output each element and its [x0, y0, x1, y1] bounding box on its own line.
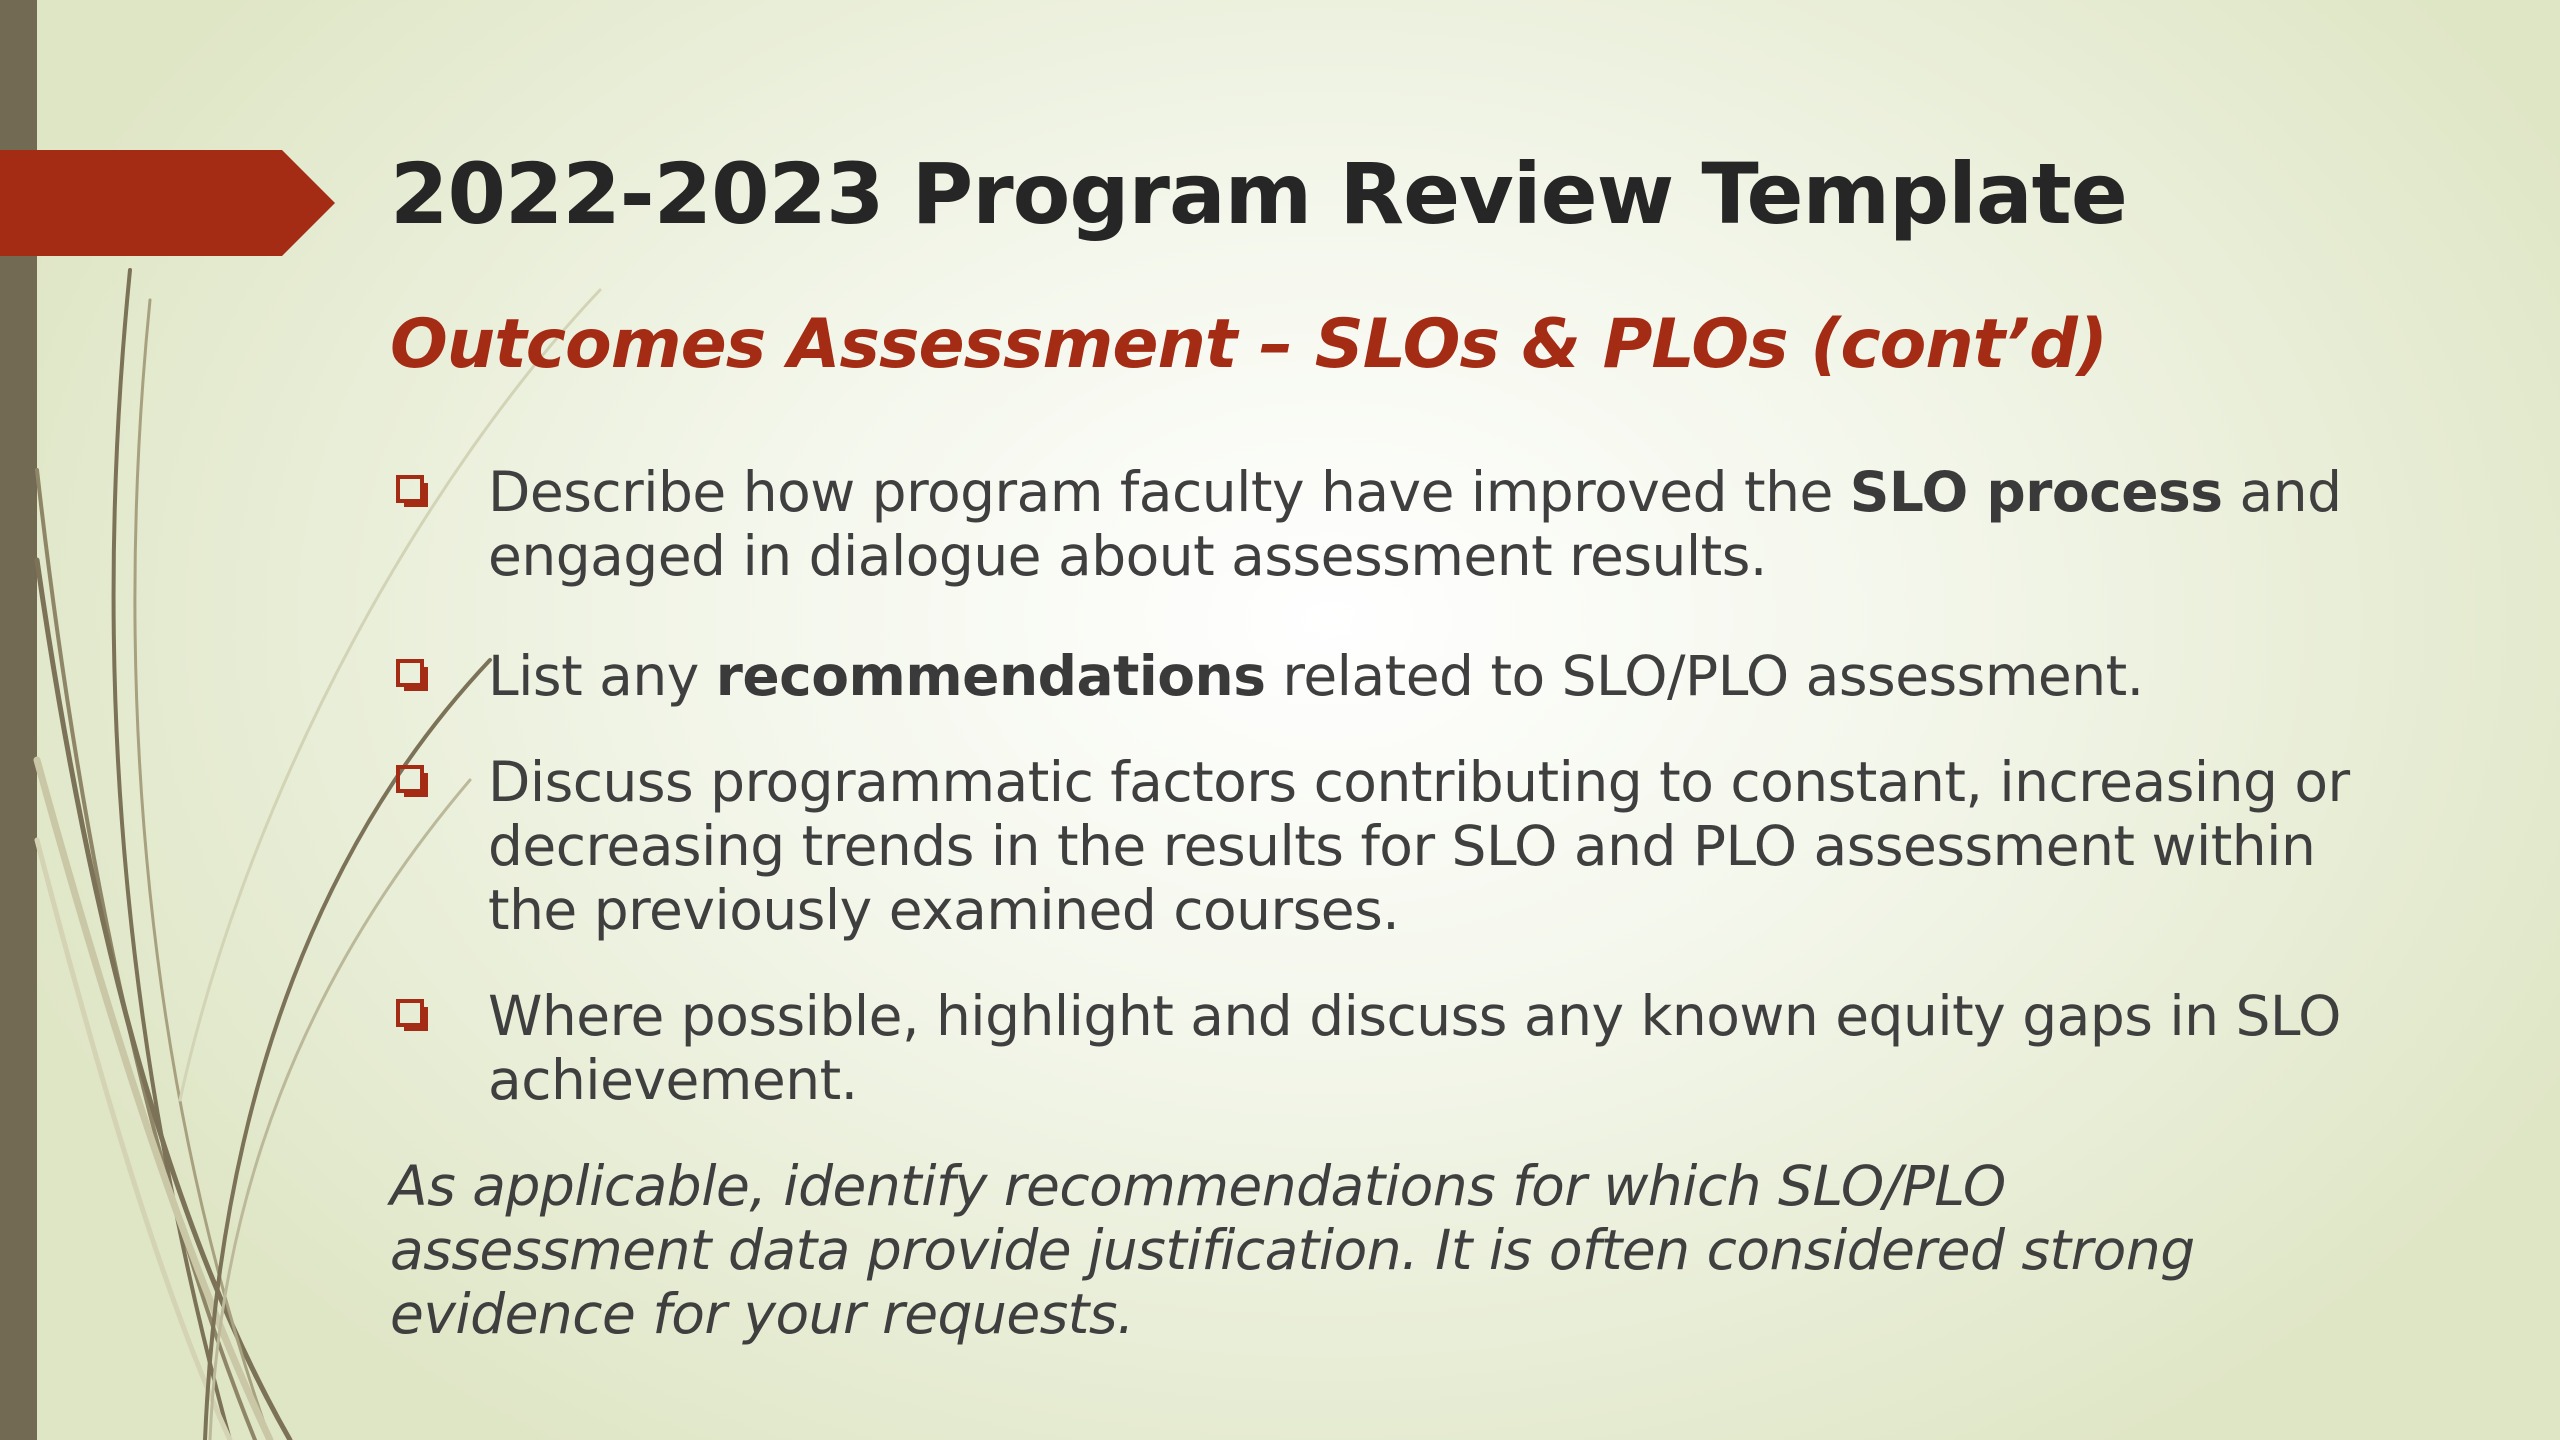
bullet-text: and engaged in dialogue about assessment results. [488, 460, 2342, 588]
bullet-item [390, 460, 2390, 588]
checkbox-bullet-icon [396, 659, 424, 687]
slide-title: 2022-2023 Program Review Template [390, 145, 2127, 243]
checkbox-bullet-icon [396, 475, 424, 503]
bullet-text: Discuss programmatic factors contributing to constant, increasing or decreasing trends in the results for SLO and PLO assessment within the previously examined courses. [488, 750, 2350, 942]
bullet-bold-text: SLO process [1849, 460, 2223, 524]
bullet-text: List any [488, 644, 716, 708]
slide-subtitle: Outcomes Assessment – SLOs & PLOs (cont’d) [390, 305, 2107, 384]
bullet-item [390, 750, 2390, 942]
arrow-banner-icon [0, 150, 340, 256]
checkbox-bullet-icon [396, 999, 424, 1027]
bullet-bold-text: recommendations [715, 644, 1266, 708]
bullet-text: Describe how program faculty have improved the [488, 460, 1850, 524]
bullet-item [390, 984, 2390, 1112]
bullet-text: Where possible, highlight and discuss any known equity gaps in SLO achievement. [488, 984, 2341, 1112]
bullet-list [390, 460, 2390, 1112]
bullet-text: related to SLO/PLO assessment. [1265, 644, 2144, 708]
closing-note: As applicable, identify recommendations for which SLO/PLO assessment data provide justification. It is often considered strong evidence for your requests. [390, 1154, 2195, 1346]
bullet-item [390, 644, 2390, 708]
checkbox-bullet-icon [396, 765, 424, 793]
